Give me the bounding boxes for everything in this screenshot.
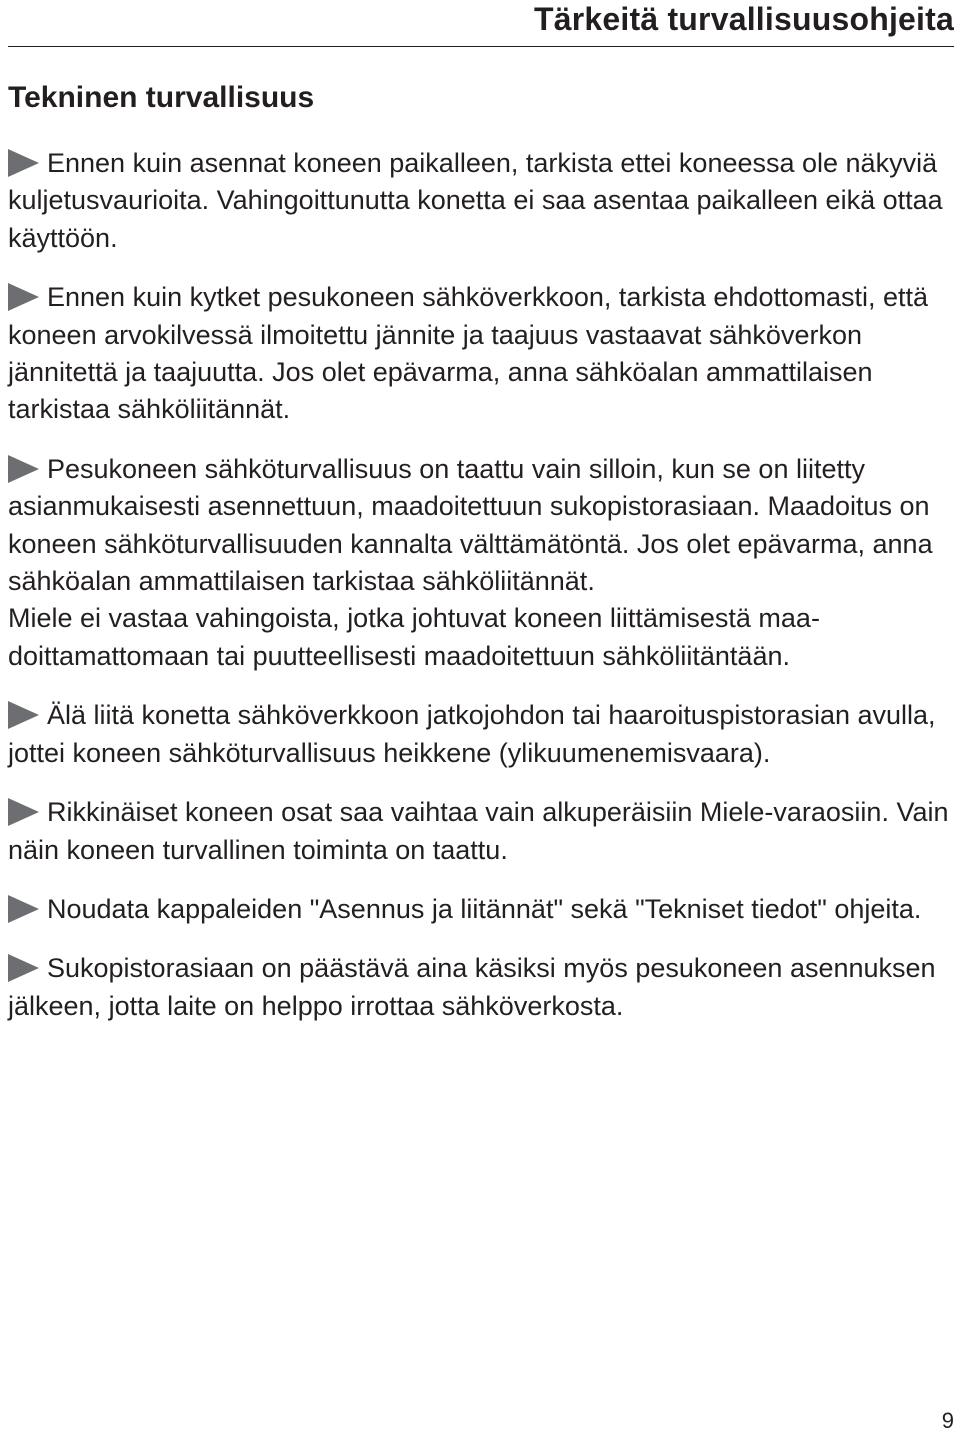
triangle-bullet-icon [8,954,39,982]
triangle-bullet-icon [8,895,39,923]
item-text: Sukopistorasiaan on päästävä aina käsiksi myös pesukoneen asennuksen jälkeen, jotta laite on helppo irrottaa sähköverkosta. [8,953,936,1021]
list-item [8,794,958,869]
item-text: Miele ei vastaa vahingoista, jotka johtuvat koneen liittämisestä maadoittamattomaan tai puutteellisesti maadoitettuun sähköliitäntään. [8,603,820,671]
triangle-bullet-icon [8,798,39,826]
list-item [8,697,958,772]
item-text: Pesukoneen sähköturvallisuus on taattu vain silloin, kun se on liitetty asianmukaisesti asennettuun, maadoitettuun sukopistorasiaan. Maadoitus on koneen sähköturvallisuuden kannalta välttämätöntä. Jos olet epävarma, anna sähköalan ammattilaisen tarkistaa sähköliitännät. [8,453,933,597]
item-text: Rikkinäiset koneen osat saa vaihtaa vain alkuperäisiin Miele-varaosiin. Vain näin koneen turvallinen toiminta on taattu. [8,797,949,865]
list-item [8,891,958,928]
item-text: Noudata kappaleiden "Asennus ja liitännät" sekä "Tekniset tiedot" ohjeita. [47,893,922,924]
list-item [8,145,958,257]
triangle-bullet-icon [8,149,39,177]
triangle-bullet-icon [8,455,39,483]
list-item [8,279,958,429]
item-paragraph [8,697,958,772]
item-paragraph [8,600,958,675]
item-paragraph [8,794,958,869]
page-header-title: Tärkeitä turvallisuusohjeita [534,1,954,37]
item-paragraph [8,451,958,601]
item-text: Ennen kuin asennat koneen paikalleen, tarkista ettei koneessa ole näkyviä kuljetusvaurioita. Vahingoittunutta konetta ei saa asentaa paikalleen eikä ottaa käyttöön. [8,148,943,253]
list-item [8,950,958,1025]
item-text: Älä liitä konetta sähköverkkoon jatkojohdon tai haaroituspistorasian avulla, jottei koneen sähköturvallisuus heikkene (ylikuumenemisvaara). [8,700,936,768]
page-number: 9 [941,1408,954,1433]
header-divider [8,46,954,47]
safety-instructions-list [8,145,958,1047]
list-item [8,451,958,675]
item-paragraph [8,145,958,257]
item-paragraph [8,950,958,1025]
triangle-bullet-icon [8,701,39,729]
triangle-bullet-icon [8,283,39,311]
section-title: Tekninen turvallisuus [8,81,315,114]
item-paragraph [8,279,958,429]
item-text: Ennen kuin kytket pesukoneen sähköverkkoon, tarkista ehdottomasti, että koneen arvokilvessä ilmoitettu jännite ja taajuus vastaavat sähköverkon jännitettä ja taajuutta. Jos olet epävarma, anna sähköalan ammattilaisen tarkistaa sähköliitännät. [8,282,929,425]
item-paragraph [8,891,958,928]
